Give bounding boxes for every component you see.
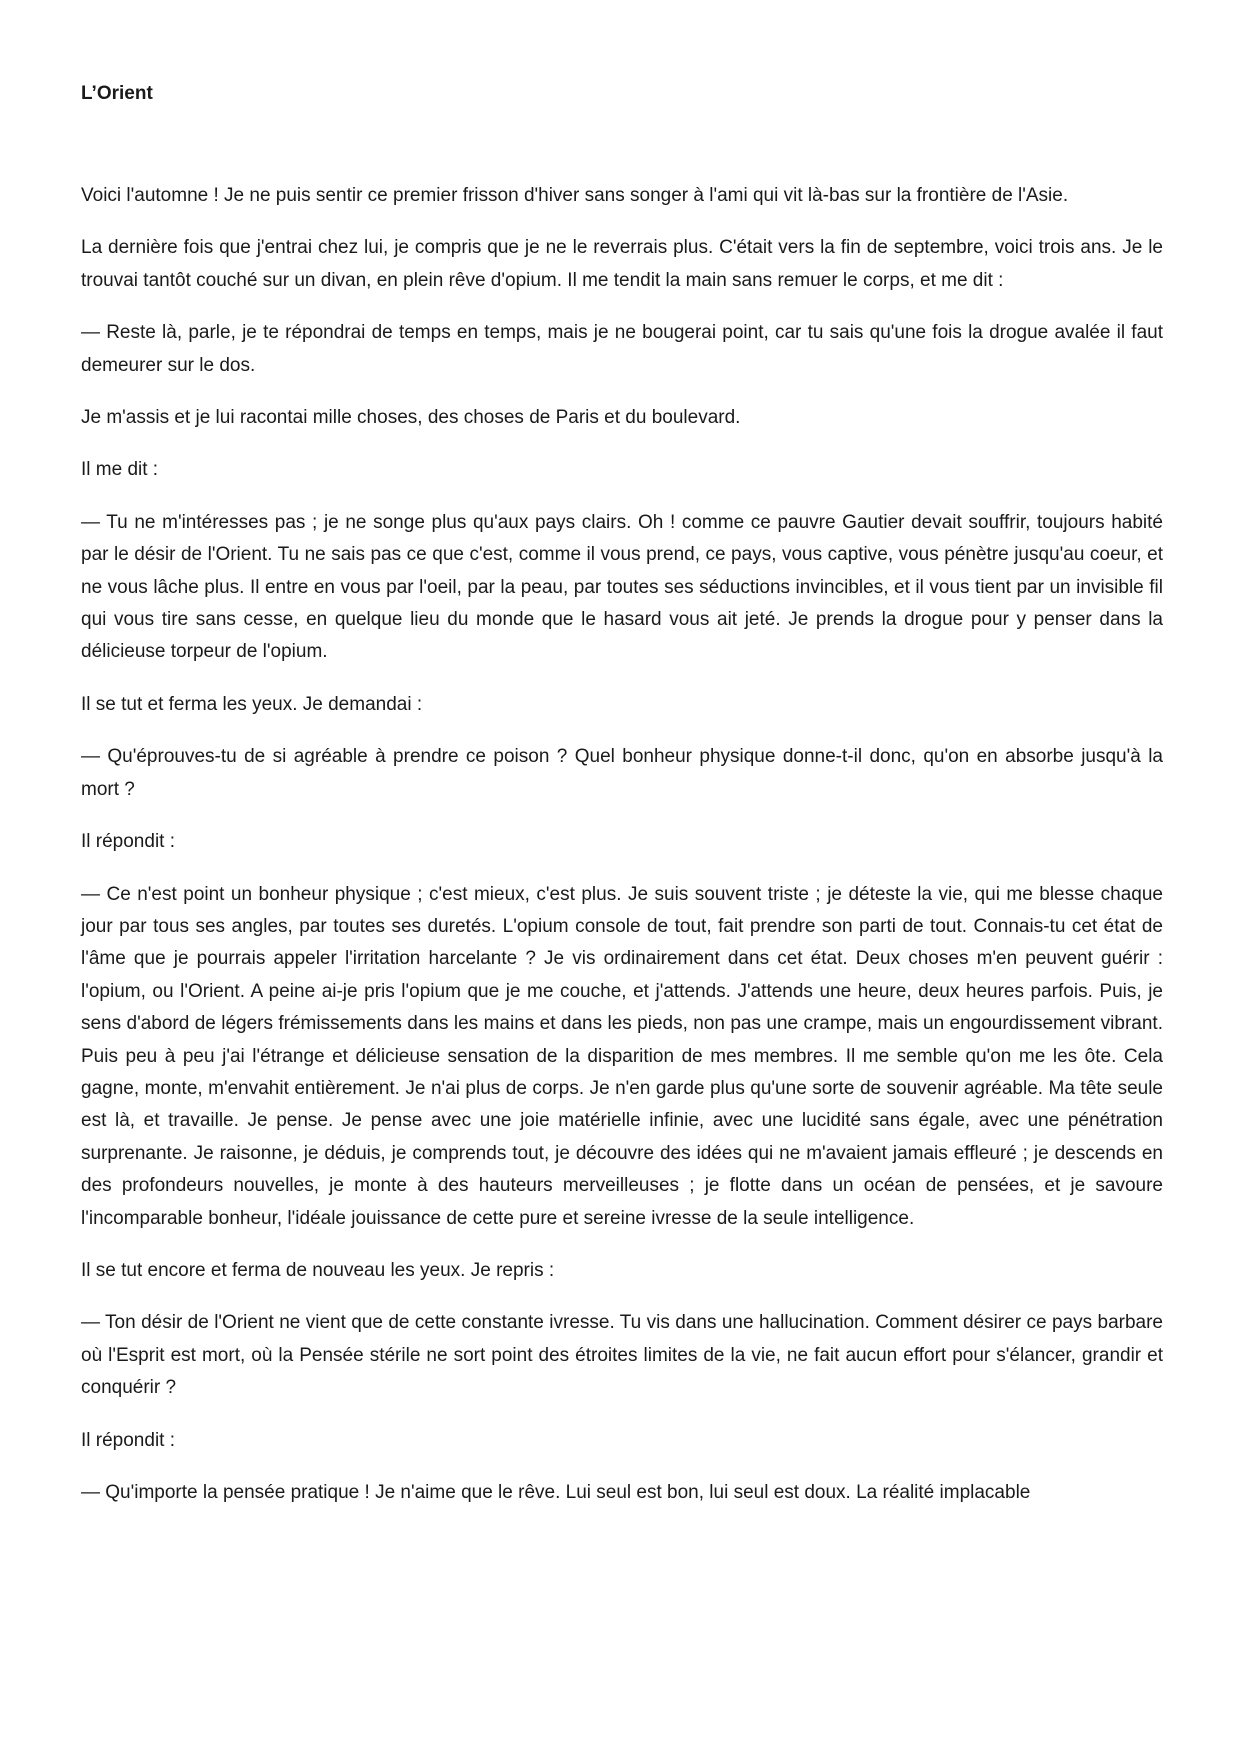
paragraph: — Ton désir de l'Orient ne vient que de cette constante ivresse. Tu vis dans une hallucination. Comment désirer ce pays barbare où l'Esprit est mort, où la Pensée stérile ne sort point des étroites limites de la vie, ne fait aucun effort pour s'élancer, grandir et conquérir ? — [81, 1312, 1163, 1399]
paragraph: Il se tut et ferma les yeux. Je demandai : — [81, 693, 423, 715]
paragraph: Il se tut encore et ferma de nouveau les yeux. Je repris : — [81, 1259, 555, 1281]
paragraph: La dernière fois que j'entrai chez lui, je compris que je ne le reverrais plus. C'était vers la fin de septembre, voici trois ans. Je le trouvai tantôt couché sur un divan, en plein rêve d'opium. Il me tendit la main sans remuer le corps, et me dit : — [81, 237, 1163, 291]
document-page — [81, 78, 1163, 1529]
paragraph: — Tu ne m'intéresses pas ; je ne songe plus qu'aux pays clairs. Oh ! comme ce pauvre Gautier devait souffrir, toujours habité par le désir de l'Orient. Tu ne sais pas ce que c'est, comme il vous prend, ce pays, vous captive, vous pénètre jusqu'au coeur, et ne vous lâche plus. Il entre en vous par l'oeil, par la peau, par toutes ses séductions invincibles, et il vous tient par un invisible fil qui vous tire sans cesse, en quelque lieu du monde que le hasard vous ait jeté. Je prends la drogue pour y penser dans la délicieuse torpeur de l'opium. — [81, 511, 1163, 663]
paragraph: — Reste là, parle, je te répondrai de temps en temps, mais je ne bougerai point, car tu sais qu'une fois la drogue avalée il faut demeurer sur le dos. — [81, 322, 1163, 376]
paragraph: — Qu'importe la pensée pratique ! Je n'aime que le rêve. Lui seul est bon, lui seul est doux. La réalité implacable — [81, 1482, 1031, 1503]
paragraph: Il répondit : — [81, 1429, 175, 1451]
paragraph: Il répondit : — [81, 831, 175, 853]
paragraph: — Qu'éprouves-tu de si agréable à prendre ce poison ? Quel bonheur physique donne-t-il donc, qu'on en absorbe jusqu'à la mort ? — [81, 746, 1163, 800]
paragraph: Voici l'automne ! Je ne puis sentir ce premier frisson d'hiver sans songer à l'ami qui vit là-bas sur la frontière de l'Asie. — [81, 185, 1069, 206]
document-title: L’Orient — [81, 83, 153, 104]
paragraph: Il me dit : — [81, 459, 159, 481]
paragraph: — Ce n'est point un bonheur physique ; c'est mieux, c'est plus. Je suis souvent triste ; je déteste la vie, qui me blesse chaque jour par tous ses angles, par toutes ses duretés. L'opium console de tout, fait prendre son parti de tout. Connais-tu cet état de l'âme que je pourrais appeler l'irritation harcelante ? Je vis ordinairement dans cet état. Deux choses m'en peuvent guérir : l'opium, ou l'Orient. A peine ai-je pris l'opium que je me couche, et j'attends. J'attends une heure, deux heures parfois. Puis, je sens d'abord de légers frémissements dans les mains et dans les pieds, non pas une crampe, mais un engourdissement vibrant. Puis peu à peu j'ai l'étrange et délicieuse sensation de la disparition de mes membres. Il me semble qu'on me les ôte. Cela gagne, monte, m'envahit entièrement. Je n'ai plus de corps. Je n'en garde plus qu'une sorte de souvenir agréable. Ma tête seule est là, et travaille. Je pense. Je pense avec une joie matérielle infinie, avec une lucidité sans égale, avec une pénétration surprenante. Je raisonne, je déduis, je comprends tout, je découvre des idées qui ne m'avaient jamais effleuré ; je descends en des profondeurs nouvelles, je monte à des hauteurs merveilleuses ; je flotte dans un océan de pensées, et je savoure l'incomparable bonheur, l'idéale jouissance de cette pure et sereine ivresse de la seule intelligence. — [81, 883, 1163, 1229]
paragraph: Je m'assis et je lui racontai mille choses, des choses de Paris et du boulevard. — [81, 407, 741, 429]
